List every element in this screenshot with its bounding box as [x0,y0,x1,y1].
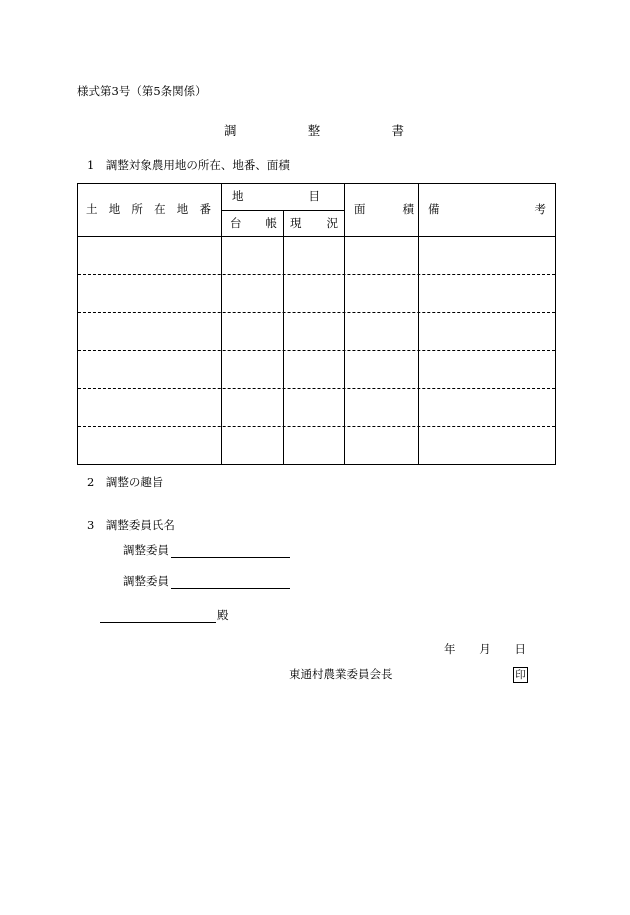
remarks-cell[interactable] [419,237,555,274]
title-char: 書 [391,123,404,138]
daicho-cell[interactable] [222,351,283,388]
section-2-heading: 2 調整の趣旨 [87,475,164,489]
section-3-heading: 3 調整委員氏名 [87,518,175,532]
header-char: 考 [534,202,546,216]
table-row [78,427,555,464]
genkyo-cell[interactable] [284,351,344,388]
addressee-suffix: 殿 [217,608,229,622]
header-genkyo [290,218,338,230]
genkyo-cell[interactable] [284,313,344,350]
table-row [78,313,555,350]
daicho-cell[interactable] [222,313,283,350]
header-char: 面 [354,202,366,216]
form-number: 様式第3号（第5条関係） [77,84,207,98]
location-cell[interactable] [78,351,221,388]
header-char: 地 [176,202,189,216]
header-remarks [428,204,546,216]
header-area [354,204,414,216]
daicho-cell[interactable] [222,275,283,312]
area-cell[interactable] [345,389,418,426]
area-cell[interactable] [345,237,418,274]
header-char: 地 [108,202,121,216]
header-location [86,204,211,216]
date-year-label: 年 [444,642,456,656]
location-cell[interactable] [78,313,221,350]
seal-mark: 印 [513,667,528,683]
header-char: 帳 [265,216,277,230]
member-name-field[interactable] [171,543,290,558]
header-char: 番 [199,202,211,216]
area-cell[interactable] [345,427,418,464]
header-char: 所 [131,202,143,216]
document-title [224,125,404,138]
header-char: 現 [290,216,302,230]
table-row [78,237,555,274]
title-char: 調 [224,123,237,138]
location-cell[interactable] [78,389,221,426]
remarks-cell[interactable] [419,389,555,426]
location-cell[interactable] [78,275,221,312]
header-char: 台 [230,216,242,230]
table-row [78,275,555,312]
genkyo-cell[interactable] [284,389,344,426]
farmland-table [77,183,556,465]
remarks-cell[interactable] [419,427,555,464]
header-char: 積 [402,202,414,216]
location-cell[interactable] [78,427,221,464]
header-char: 地 [232,189,244,203]
remarks-cell[interactable] [419,351,555,388]
header-char: 目 [308,189,320,203]
date-day-label: 日 [514,642,526,656]
table-row [78,389,555,426]
header-daicho [230,218,277,230]
header-char: 況 [326,216,338,230]
table-row [78,351,555,388]
chimoku-divider [221,210,344,211]
header-char: 在 [154,202,166,216]
chairman-title: 東通村農業委員会長 [289,667,393,681]
header-char: 備 [428,202,440,216]
header-chimoku [232,191,320,203]
member-name-field[interactable] [171,574,290,589]
title-char: 整 [307,123,321,138]
location-cell[interactable] [78,237,221,274]
genkyo-cell[interactable] [284,275,344,312]
daicho-cell[interactable] [222,237,283,274]
daicho-cell[interactable] [222,427,283,464]
member-label: 調整委員 [123,543,169,557]
area-cell[interactable] [345,313,418,350]
member-label: 調整委員 [123,574,169,588]
genkyo-cell[interactable] [284,427,344,464]
daicho-cell[interactable] [222,389,283,426]
area-cell[interactable] [345,275,418,312]
addressee-field[interactable] [100,608,216,623]
area-cell[interactable] [345,351,418,388]
remarks-cell[interactable] [419,275,555,312]
date-month-label: 月 [479,642,491,656]
genkyo-cell[interactable] [284,237,344,274]
remarks-cell[interactable] [419,313,555,350]
header-char: 土 [86,202,98,216]
date-line [444,644,526,656]
section-1-heading: 1 調整対象農用地の所在、地番、面積 [87,158,290,172]
